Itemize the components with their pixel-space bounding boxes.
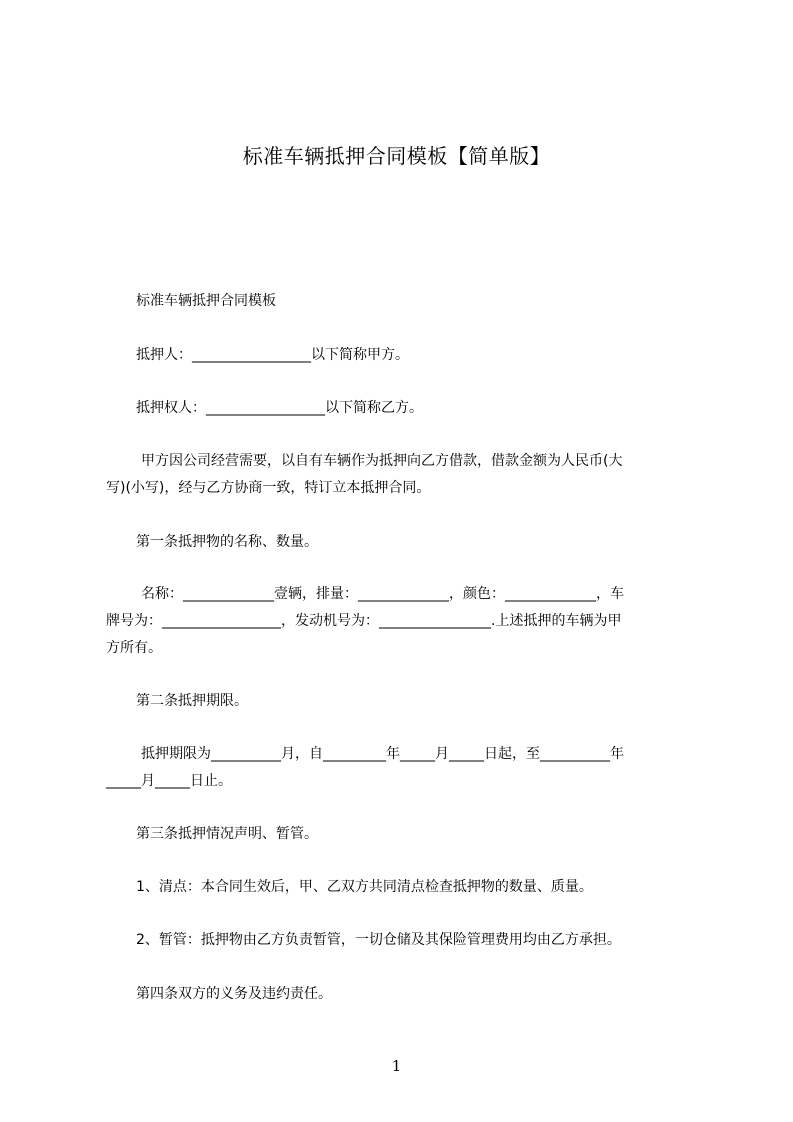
document-title: 标准车辆抵押合同模板【简单版】: [242, 144, 551, 168]
article-4-heading: 第四条双方的义务及违约责任。: [136, 986, 332, 1002]
article-2-heading: 第二条抵押期限。: [136, 693, 248, 709]
article-3-item-1: 1、清点：本合同生效后，甲、乙双方共同清点检查抵押物的数量、质量。: [136, 879, 593, 895]
preamble-line-1: 甲方因公司经营需要，以自有车辆作为抵押向乙方借款，借款金额为人民币(大: [141, 453, 623, 469]
article-1-line-2: 牌号为：_________________，发动机号为：________________.上述抵押的车辆为甲: [106, 613, 622, 629]
mortgagor-line: 抵押人：_________________以下简称甲方。: [136, 347, 409, 363]
article-3-heading: 第三条抵押情况声明、暂管。: [136, 826, 318, 842]
article-1-heading: 第一条抵押物的名称、数量。: [136, 534, 318, 550]
mortgagee-line: 抵押权人：_________________以下简称乙方。: [136, 400, 423, 416]
subtitle-line: 标准车辆抵押合同模板: [136, 293, 276, 309]
page-number: 1: [391, 1057, 402, 1075]
article-2-line-1: 抵押期限为__________月，自_________年_____月_____日起，至__________年: [141, 746, 624, 762]
preamble-line-2: 写)(小写)，经与乙方协商一致，特订立本抵押合同。: [106, 480, 431, 496]
article-1-line-3: 方所有。: [106, 640, 162, 656]
article-1-line-1: 名称：_____________壹辆，排量：_____________，颜色：_____________，车: [141, 586, 624, 602]
article-3-item-2: 2、暂管：抵押物由乙方负责暂管，一切仓储及其保险管理费用均由乙方承担。: [136, 932, 621, 948]
article-2-line-2: _____月_____日止。: [106, 773, 232, 789]
